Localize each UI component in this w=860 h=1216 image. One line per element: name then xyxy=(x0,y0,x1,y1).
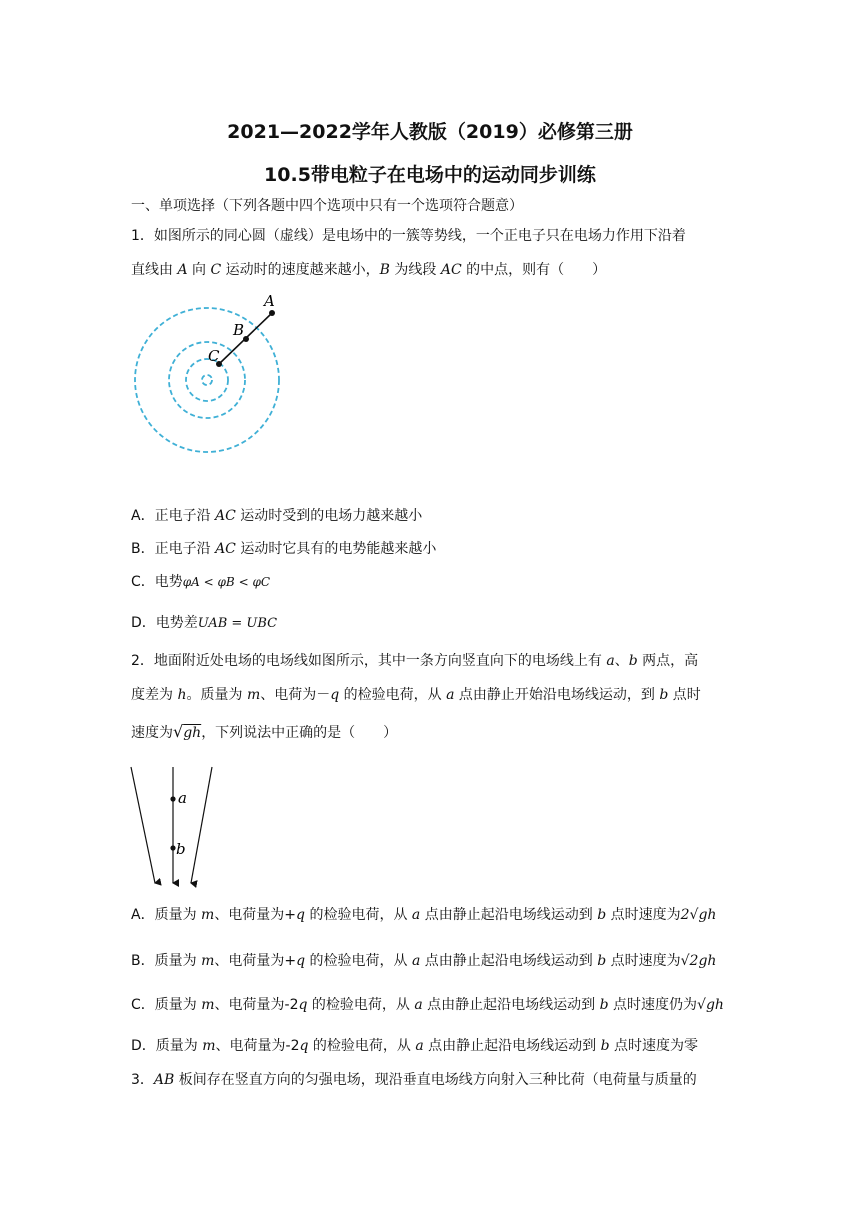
q1-option-d: D．电势差UAB = UBC xyxy=(131,615,278,631)
q1-option-a: A．正电子沿 AC 运动时受到的电场力越来越小 xyxy=(131,508,423,524)
label-a: a xyxy=(178,789,187,807)
doc-title: 2021—2022学年人教版（2019）必修第三册 xyxy=(227,121,633,143)
q2-field-lines-figure xyxy=(128,765,224,889)
field-line-left xyxy=(131,767,155,883)
q1-option-c: C．电势φA < φB < φC xyxy=(131,574,271,590)
q1-concentric-circles-figure xyxy=(128,288,288,458)
q1-line1: 1．如图所示的同心圆（虚线）是电场中的一簇等势线，一个正电子只在电场力作用下沿着 xyxy=(131,228,686,244)
q2-option-c: C．质量为 m、电荷量为-2q 的检验电荷，从 a 点由静止起沿电场线运动到 b 点时速度仍为√gh xyxy=(131,997,724,1013)
field-line-right xyxy=(191,767,212,883)
q1-line2: 直线由 A 向 C 运动时的速度越来越小，B 为线段 AC 的中点，则有（ ） xyxy=(131,262,607,278)
q2-option-b: B．质量为 m、电荷量为+q 的检验电荷，从 a 点由静止起沿电场线运动到 b 点时速度为√2gh xyxy=(131,953,717,969)
equipotential-circle-outer xyxy=(135,308,279,452)
q2-option-d: D．质量为 m、电荷量为-2q 的检验电荷，从 a 点由静止起沿电场线运动到 b 点时速度为零 xyxy=(131,1038,699,1054)
q3-line1: 3．AB 板间存在竖直方向的匀强电场，现沿垂直电场线方向射入三种比荷（电荷量与质量的 xyxy=(131,1072,697,1088)
q2-option-a: A．质量为 m、电荷量为+q 的检验电荷，从 a 点由静止起沿电场线运动到 b 点时速度为2√gh xyxy=(131,907,717,923)
q1-option-b: B．正电子沿 AC 运动时它具有的电势能越来越小 xyxy=(131,541,437,557)
point-a xyxy=(170,796,175,801)
doc-subtitle: 10.5带电粒子在电场中的运动同步训练 xyxy=(264,164,596,186)
label-A: A xyxy=(264,292,275,310)
label-C: C xyxy=(208,347,220,365)
q2-line1: 2．地面附近处电场的电场线如图所示，其中一条方向竖直向下的电场线上有 a、b 两点，高 xyxy=(131,653,699,669)
label-b: b xyxy=(176,840,186,858)
q2-line2: 度差为 h。质量为 m、电荷为－q 的检验电荷，从 a 点由静止开始沿电场线运动，到 b 点时 xyxy=(131,687,701,703)
point-b xyxy=(170,845,175,850)
q2-line3: 速度为√gh，下列说法中正确的是（ ） xyxy=(131,722,398,741)
equipotential-circle-2 xyxy=(169,342,245,418)
point-A xyxy=(269,310,275,316)
sqrt-sign: √ xyxy=(173,722,184,741)
section-heading: 一、单项选择（下列各题中四个选项中只有一个选项符合题意） xyxy=(131,198,523,214)
label-B: B xyxy=(233,321,245,339)
equipotential-circle-inner xyxy=(202,375,212,385)
